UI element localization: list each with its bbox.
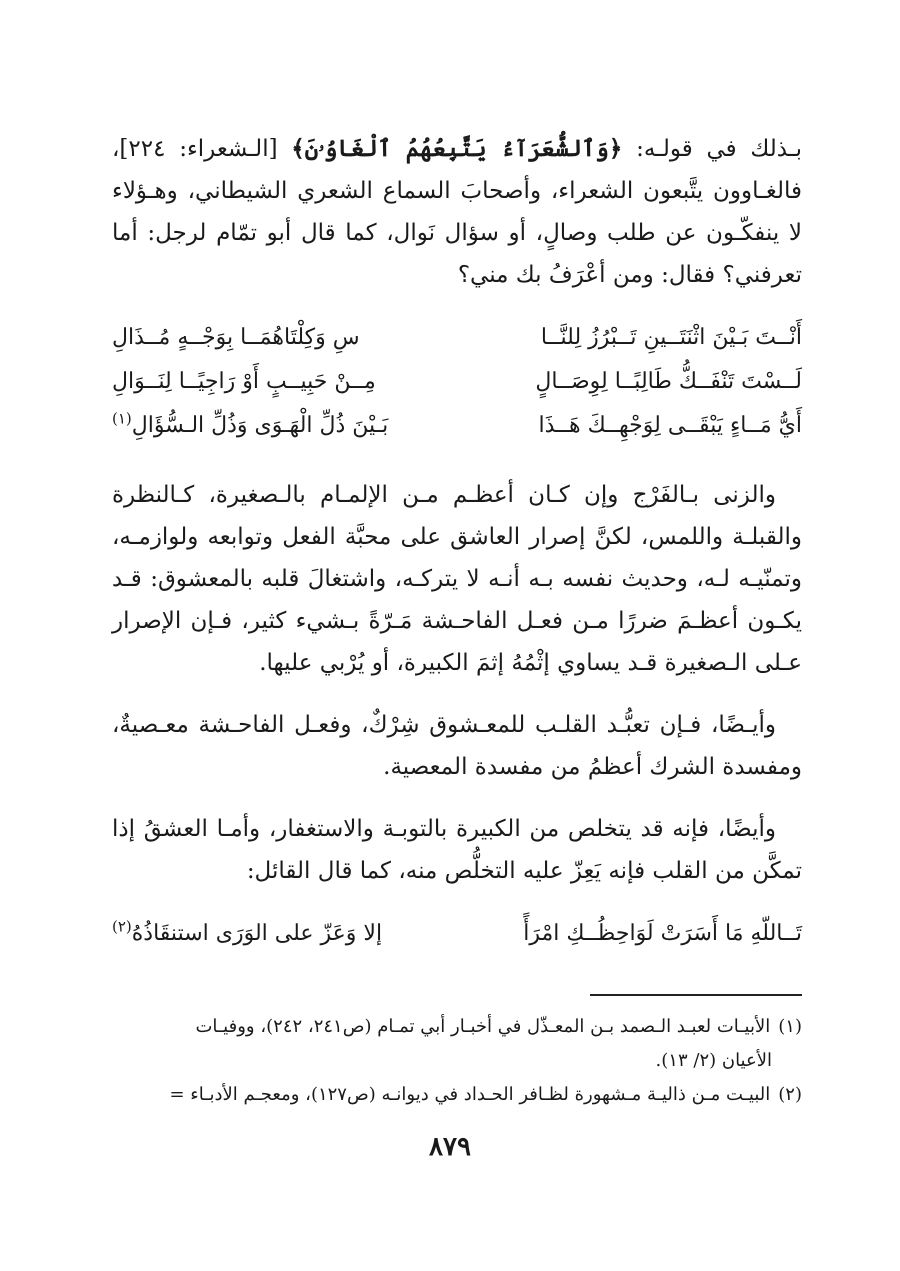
poem-1-verse xyxy=(112,316,802,360)
paragraph-1 xyxy=(112,128,802,296)
poem-1-verse xyxy=(112,360,802,404)
verse-second-hemistich: سِ وَكِلْتَاهُمَــا بِوَجْــهٍ مُــذَالِ xyxy=(112,325,360,350)
footnotes xyxy=(112,1010,802,1112)
poem-2-verse xyxy=(112,912,802,956)
poem-2 xyxy=(112,912,802,956)
footnote-1 xyxy=(112,1010,802,1044)
footnote-number: (٢) xyxy=(778,1084,802,1105)
poem-1-verse xyxy=(112,404,802,448)
footnote-separator xyxy=(590,994,802,996)
verse-first-hemistich: لَــسْتَ تَنْفَــكُّ طَالِبًــا لِوِصَــالٍ xyxy=(535,369,802,394)
page-body xyxy=(112,128,802,982)
verse-first-hemistich: أَيُّ مَــاءٍ يَبْقَــى لِوَجْهِــكَ هَــذَا xyxy=(538,413,802,438)
paragraph-3: وأيـضًا، فـإن تعبُّـد القلـب للمعـشوق شِرْكٌ، وفعـل الفاحـشة معـصيةٌ، ومفسدة الشرك أعظمُ من مفسدة المعصية. xyxy=(112,712,802,780)
paragraph-1-rest: [الـشعراء: ٢٢٤]، فالغـاوون يتَّبعون الشعراء، وأصحابَ السماع الشعري الشيطاني، وهـؤلاء لا ينفكّـون عن طلب وصالٍ، أو سؤال نَوال، كما قال أبو تمّام لرجل: أما تعرفني؟ فقال: ومن أعْرَفُ بك مني؟ xyxy=(112,136,802,288)
footnote-text: البيـت مـن ذاليـة مـشهورة لظـافر الحـداد في ديوانـه (ص١٢٧)، ومعجـم الأدبـاء = xyxy=(169,1084,771,1105)
footnote-text: الأبيـات لعبـد الـصمد بـن المعـذّل في أخبـار أبي تمـام (ص٢٤١، ٢٤٢)، ووفيـات xyxy=(195,1016,771,1037)
page-number: ٨٧٩ xyxy=(429,1132,471,1162)
verse-second-hemistich xyxy=(112,404,442,448)
paragraph-2: والزنى بـالفَرْج وإن كـان أعظـم مـن الإلمـام بالـصغيرة، كـالنظرة والقبلـة واللمس، لكنَّ إصرار العاشق على محبَّة الفعل وتوابعه ولوازمـه، وتمنّيـه لـه، وحديث نفسه بـه أنـه لا يتركـه، واشتغالَ قلبه بالمعشوق: قـد يكـون أعظـمَ ضررًا مـن فعـل الفاحـشة مَـرّةً بـشيء كثير، فـإن الإصرار عـلى الـصغيرة قـد يساوي إثْمُهُ إثمَ الكبيرة، أو يُرْبي عليها. xyxy=(112,482,802,676)
verse-first-hemistich: أَنْــتَ بَـيْنَ اثْنَتَــينِ تَــبْرُزُ لِلنَّــا xyxy=(540,325,802,350)
verse-second-text: بَـيْنَ ذُلِّ الْهَـوَى وَذُلِّ الـسُّؤَالِ xyxy=(131,413,389,438)
verse-second-hemistich: مِــنْ حَبِيــبٍ أَوْ رَاجِيًــا لِنَــوَالِ xyxy=(112,369,376,394)
verse-second-hemistich xyxy=(112,912,442,956)
footnote-marker-1: (١) xyxy=(112,409,132,428)
footnote-marker-2: (٢) xyxy=(112,917,132,936)
verse-second-text: إلا وَعَزّ على الوَرَى استنقَاذُهُ xyxy=(131,921,383,946)
verse-first-hemistich: تَــاللّهِ مَا أَسَرَتْ لَوَاحِظُــكِ امْرَأً xyxy=(523,921,802,946)
paragraph-1-lead: بـذلك في قولـه: xyxy=(622,136,802,162)
footnote-1-continuation: الأعيان (٢/ ١٣). xyxy=(655,1050,772,1071)
poem-1 xyxy=(112,316,802,448)
paragraph-4: وأيضًا، فإنه قد يتخلص من الكبيرة بالتوبـة والاستغفار، وأمـا العشقُ إذا تمكَّن من القلب فإنه يَعِزّ عليه التخلُّص منه، كما قال القائل: xyxy=(112,816,802,884)
quran-verse: ﴿وَٱلشُّعَرَآءُ يَتَّبِعُهُمُ ٱلْغَاوُۥنَ﴾ xyxy=(291,135,623,162)
footnote-number: (١) xyxy=(778,1016,802,1037)
footnote-2 xyxy=(112,1078,802,1112)
